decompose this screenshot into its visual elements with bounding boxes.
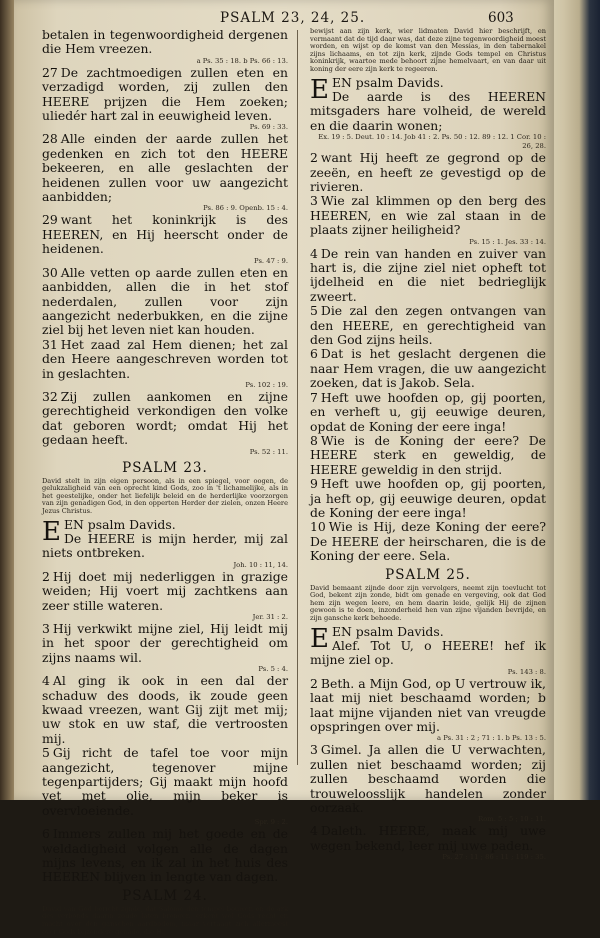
verse-number: 6: [42, 826, 50, 842]
cross-reference: Ex. 19 : 5. Deut. 10 : 14. Job 41 : 2. Ps. 50 : 12. 89 : 12. 1 Cor. 10 : 26, 28.: [318, 133, 546, 151]
verse-number: 2: [310, 675, 318, 691]
psalm24-summary: David van God bericht zijnde, dat Salomo den tempel bouwen en de ark des verbonds daarin zoude laten brengen, erkent wel Gods recht en macht over den ganschen aardbodem, maar vertaagt zich allermeest over Gods bijzondere genade, die Hij: [42, 904, 288, 936]
verse-number: 31: [42, 336, 58, 352]
cross-reference: Ps. 15 : 1. Jes. 33 : 14.: [469, 237, 546, 246]
verse-text: Heft uwe hoofden op, gij poorten, en verheft u, gij eeuwige deuren, opdat de Koning der eere inga!: [310, 389, 546, 434]
intro-text: EN psalm Davids.: [331, 74, 444, 90]
verse-text: De aarde is des HEEREN mitsgaders hare volheid, de wereld en die daarin wonen;: [310, 88, 546, 133]
verse-text: Dat is het geslacht dergenen die naar Hem vragen, die uw aangezicht zoeken, dat is Jakob. Sela.: [310, 346, 546, 391]
verse: [310, 90, 546, 133]
psalm25-summary: David bemaant zijnde door zijn vervolgers, neemt zijn toevlucht tot God, bekent zijn zonde, bidt om genade en vergeving, ook dat God hem zijn wegen leere, en hem daarin leide, gelijk Hij de zijnen gewoon is te doen, inzonderheid hen van zijne vijanden bevrijde, en zijn gansche kerk behoede.: [310, 583, 546, 622]
verse-text: Wie zal klimmen op den berg des HEEREN, en wie zal staan in de plaats zijner heiligheid?: [310, 193, 546, 238]
verse-number: 4: [310, 823, 318, 839]
verse-text: want het koninkrijk is des HEEREN, en Hij heerscht onder de heidenen.: [42, 212, 288, 257]
verse: [310, 824, 546, 853]
header-title: PSALM 23, 24, 25.: [220, 10, 366, 26]
verse: [310, 743, 546, 815]
verse-number: 2: [310, 150, 318, 166]
psalm-intro: [310, 74, 546, 105]
verse: [42, 532, 288, 561]
psalm22-verses: [42, 66, 288, 457]
verse: [42, 390, 288, 448]
column-divider: [297, 30, 298, 765]
verse: [310, 520, 546, 563]
verse-text: Hij doet mij nederliggen in grazige weiden; Hij voert mij zachtkens aan zeer stille wateren.: [42, 568, 288, 613]
verse-text: Al ging ik ook in een dal der schaduw des doods, ik zoude geen kwaad vreezen, want Gij zijt met mij; uw stok en uw staf, die vertroosten mij.: [42, 673, 288, 746]
psalm24-heading: PSALM 24.: [122, 887, 208, 904]
verse-text: Daleth. HEERE, maak mij uwe wegen bekend, leer mij uwe paden.: [310, 823, 546, 853]
verse-number: 7: [310, 389, 318, 405]
verse: [42, 338, 288, 381]
verse-number: 32: [42, 388, 58, 404]
left-column: [42, 28, 288, 938]
verse-text: Alle vetten op aarde zullen eten en aanbidden, allen die in het stof nederdalen, zullen voor zijn aangezicht nederbukken, en die zijne ziel bij het leven niet kan houden.: [42, 264, 288, 338]
cross-reference: Ps. 52 : 11.: [249, 447, 288, 456]
intro-text: EN psalm Davids.: [63, 516, 176, 532]
verse: [310, 347, 546, 390]
cross-reference: Jer. 31 : 2.: [252, 612, 288, 621]
verse-number: 8: [310, 432, 318, 448]
verse: [42, 570, 288, 613]
cross-reference: Ps. 47 : 9.: [254, 256, 288, 265]
verse: [42, 266, 288, 338]
verse-text: Immers zullen mij het goede en de weldadigheid volgen alle de dagen mijns levens, en ik zal in het huis des HEEREN blijven in lengte van dagen.: [42, 826, 288, 885]
verse-text: want Hij heeft ze gegrond op de zeeën, en heeft ze gevestigd op de rivieren.: [310, 150, 546, 194]
psalm23-summary: David stelt in zijn eigen persoon, als in een spiegel, voor oogen, de gelukzaligheid van een oprecht kind Gods, zoo in 't lichamelijke, als in het geestelijke, onder het liefelijk beleid en de herderlijke voorzorgen van zijn genadigen God, in den opperten Herder der zielen, onzen Heere Jezus Christus.: [42, 476, 288, 515]
psalm25-heading: PSALM 25.: [385, 566, 471, 583]
verse-number: 9: [310, 476, 318, 492]
verse-text: Alef. Tot U, o HEERE! hef ik mijne ziel op.: [310, 637, 546, 668]
continued-verse: betalen in tegenwoordigheid dergenen die Hem vreezen.: [42, 27, 288, 57]
verse-number: 3: [42, 620, 50, 636]
verse-text: Beth. a Mijn God, op U vertrouw ik, laat mij niet beschaamd worden; b laat mijne vijanden niet van vreugde opspringen over mij.: [310, 675, 546, 734]
verse-number: 30: [42, 264, 58, 280]
verse: [310, 391, 546, 434]
cross-reference: Rom. 5 : 5 ; 10 : 11.: [478, 815, 546, 824]
verse-text: Die zal den zegen ontvangen van den HEERE, en gerechtigheid van den God zijns heils.: [310, 303, 546, 348]
verse: [310, 304, 546, 347]
verse: [310, 677, 546, 735]
drop-cap: E: [310, 623, 329, 654]
psalm24-verses: [310, 76, 546, 564]
verse: [310, 151, 546, 194]
verse-number: 3: [310, 742, 318, 758]
psalm23-verses: [42, 518, 288, 885]
verse: [42, 132, 288, 204]
cross-reference: Ps. 27 : 11 ; 86 : 11 ; 119 : 35.: [442, 853, 546, 862]
verse: [310, 477, 546, 520]
verse-number: 29: [42, 212, 58, 228]
verse-text: Zij zullen aankomen en zijne gerechtigheid verkondigen den volke dat geboren wordt; omdat Hij het gedaan heeft.: [42, 388, 288, 448]
psalm24-summary-continued: bewijst aan zijn kerk, wier lidmaten David hier beschrijft, en vermaant dat de tijd daar was, dat deze zijne tegenwoordigheid moest worden, en wijst op de komst van den Messias, in den tabernakel zijns lichaams, en tot zijn kerk, zijnde Gods tempel en Christus koninkrijk, waartoe mede behoort zijne hemelvaart, en van daar uit koning der eere zijn kerk te regeeren.: [310, 27, 546, 73]
verse-number: 4: [310, 245, 318, 261]
verse-number: 3: [310, 193, 318, 209]
verse: [310, 247, 546, 305]
verse: [310, 639, 546, 668]
running-header: [14, 4, 554, 26]
verse-number: 6: [310, 346, 318, 362]
cross-reference: Ps. 5 : 4.: [258, 665, 288, 674]
verse-text: Gij richt de tafel toe voor mijn aangezicht, tegenover mijne tegenpartijders; Gij maakt mijn hoofd vet met olie, mijn beker is overvloeiende.: [42, 745, 288, 818]
verse-text: Wie is Hij, deze Koning der eere? De HEERE der heirscharen, die is de Koning der eere. Sela.: [310, 519, 546, 564]
verse-number: 10: [310, 519, 326, 535]
verse: [310, 434, 546, 477]
verse-text: Alle einden der aarde zullen het gedenken en zich tot den HEERE bekeeren, en alle geslachten der heidenen zullen voor uw aangezicht aanbidden;: [42, 131, 288, 205]
verse: [42, 622, 288, 665]
cross-reference: Ps. 86 : 9. Openb. 15 : 4.: [203, 204, 288, 213]
book-fore-edge: [548, 0, 600, 800]
drop-cap: E: [310, 74, 329, 105]
psalm25-verses: [310, 625, 546, 863]
intro-text: EN psalm Davids.: [331, 623, 444, 639]
psalm23-heading: PSALM 23.: [122, 459, 208, 476]
cross-reference: Ps. 69 : 33.: [249, 123, 288, 132]
cross-reference: a Ps. 31 : 2 ; 71 : 1. b Ps. 13 : 5.: [437, 734, 546, 743]
verse: [42, 674, 288, 746]
cross-reference: Ps. 102 : 19.: [245, 380, 288, 389]
verse-number: 2: [42, 568, 50, 584]
verse-text: Hij verkwikt mijne ziel, Hij leidt mij in het spoor der gerechtigheid om zijns naams wil.: [42, 620, 288, 665]
verse-text: Gimel. Ja allen die U verwachten, zullen niet beschaamd worden; zij zullen beschaamd worden die trouweloosslijk handelen zonder oorzaak.: [310, 742, 546, 815]
verse-number: 28: [42, 131, 58, 147]
verse-number: 27: [42, 64, 58, 80]
verse-number: 4: [42, 673, 50, 689]
verse-text: De HEERE is mijn herder, mij zal niets ontbreken.: [42, 530, 288, 561]
verse: [42, 213, 288, 256]
verse: [42, 66, 288, 124]
cross-reference: a Ps. 35 : 18. b Ps. 66 : 13.: [196, 56, 288, 65]
verse-text: De rein van handen en zuiver van hart is, die zijne ziel niet opheft tot ijdelheid en die niet bedrieglijk zweert.: [310, 245, 546, 304]
verse-number: 5: [42, 745, 50, 761]
cross-reference: Joh. 10 : 11, 14.: [233, 560, 288, 569]
verse: [42, 827, 288, 885]
cross-reference: Spr. 9 : 2.: [254, 818, 288, 827]
bible-page: [14, 0, 554, 936]
verse: [310, 194, 546, 237]
verse-text: Wie is de Koning der eere? De HEERE sterk en geweldig, de HEERE geweldig in den strijd.: [310, 432, 546, 477]
verse-text: Heft uwe hoofden op, gij poorten, ja heft op, gij eeuwige deuren, opdat de Koning der eere inga!: [310, 476, 546, 520]
verse-text: Het zaad zal Hem dienen; het zal den Heere aangeschreven worden tot in geslachten.: [42, 336, 288, 381]
verse-number: 5: [310, 303, 318, 319]
page-number: 603: [488, 10, 514, 26]
drop-cap: E: [42, 516, 61, 547]
verse-text: De zachtmoedigen zullen eten en verzadigd worden, zij zullen den HEERE prijzen die Hem zoeken; uliedér hart zal in eeuwigheid leven.: [42, 64, 288, 124]
verse: [42, 746, 288, 818]
cross-reference: Ps. 143 : 8.: [507, 667, 546, 676]
right-column: [310, 28, 546, 862]
